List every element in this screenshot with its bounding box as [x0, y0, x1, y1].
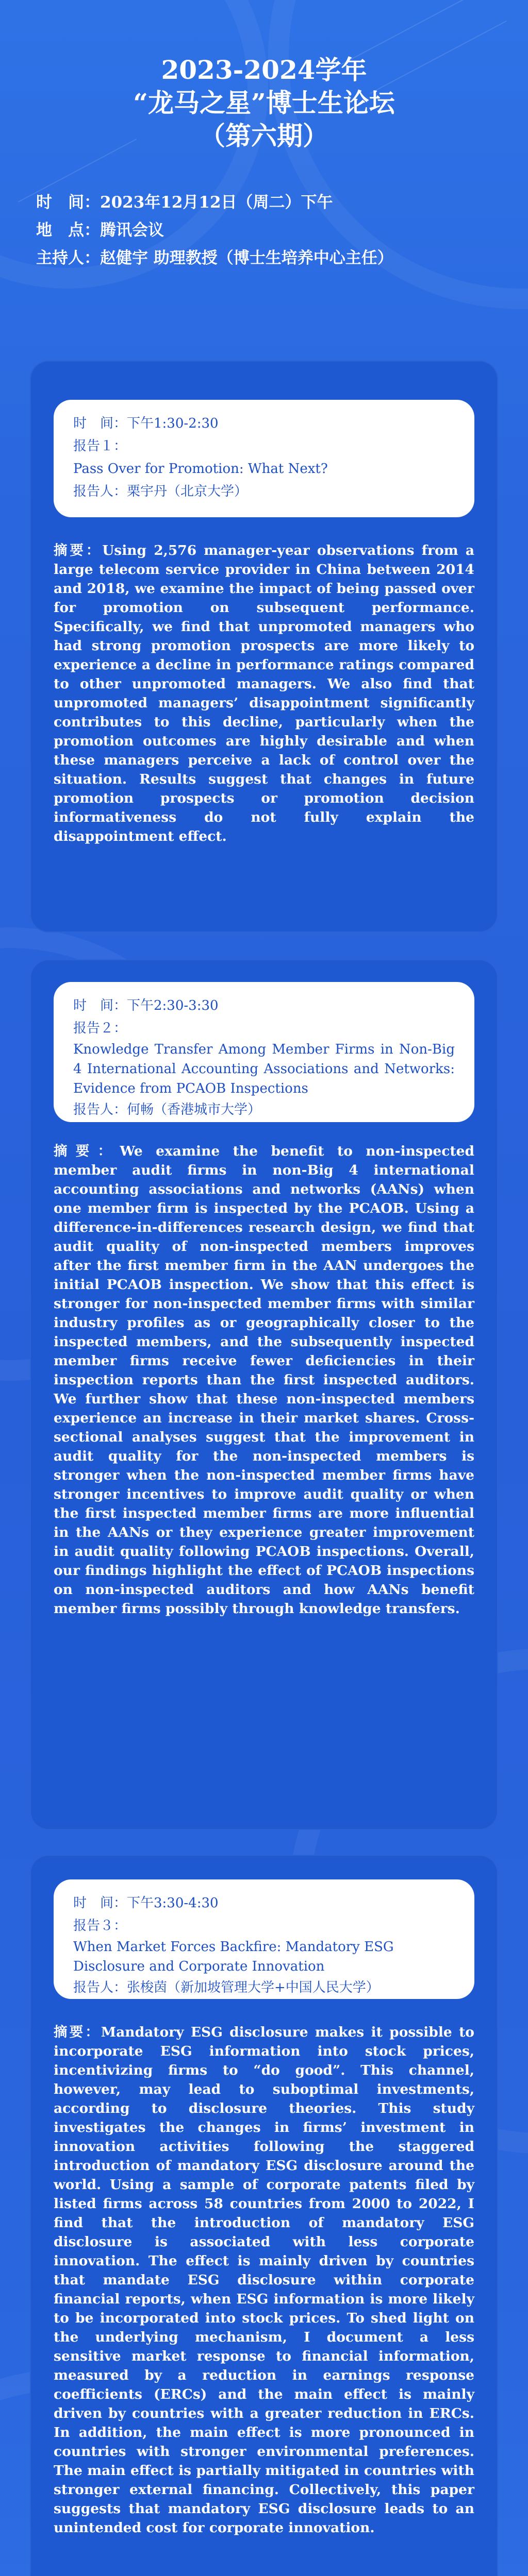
session-3-abstract: 摘要：Mandatory ESG disclosure makes it possible to incorporate ESG information into stock prices, incentivizing firms to “do good”. This channel, however, may lead to suboptimal investments, according to disclosure theories. This study investigates the changes in firms’ investment in innovation activities following the staggered introduction of mandatory ESG disclosure around the world. Using a sample of corporate patents filed by listed firms across 58 countries from 2000 to 2022, I find that the introduction of mandatory ESG disclosure is associated with less corporate innovation. The effect is mainly driven by countries that mandate ESG disclosure within corporate financial reports, when ESG information is more likely to be incorporated into stock prices. To shed light on the underlying mechanism, I document a less sensitive market response to financial information, measured by a reduction in earnings response coefficients (ERCs) and the main effect is mainly driven by countries with a greater reduction in ERCs. In addition, the main effect is more pronounced in countries with stronger environmental preferences. The main effect is partially mitigated in countries with stronger external financing. Collectively, this paper suggests that mandatory ESG disclosure leads to an unintended cost for corporate innovation. — [54, 2024, 474, 2536]
session-1-time: 时 间：下午1:30-2:30 — [73, 416, 219, 431]
session-2-abstract: 摘要：We examine the benefit to non-inspected member audit firms in non-Big 4 international accounting associations and networks (AANs) when one member firm is inspected by the PCAOB. Using a difference-in-differences research design, we find that audit quality of non-inspected members improves after the first member firm in the AAN undergoes the initial PCAOB inspection. We show that this effect is stronger for non-inspected member firms with similar industry profiles as or geographically closer to the inspected members, and the subsequently inspected member firms receive fewer deficiencies in their inspection reports than the first inspected auditors. We further show that these non-inspected members experience an increase in their market shares. Cross-sectional analyses suggest that the improvement in audit quality for the non-inspected members is stronger when the non-inspected member firms have stronger incentives to improve audit quality or when the first inspected member firms are more influential in the AANs or they experience greater improvement in audit quality following PCAOB inspections. Overall, our findings highlight the effect of PCAOB inspections on non-inspected auditors and how AANs benefit member firms possibly through knowledge transfers. — [54, 1143, 474, 1617]
event-host: 主持人：赵健宇 助理教授（博士生培养中心主任） — [36, 249, 393, 267]
session-2-time: 时 间：下午2:30-3:30 — [73, 998, 219, 1013]
session-2-info-card — [54, 982, 474, 1122]
title-year: 2023-2024学年 — [161, 55, 367, 85]
session-3-speaker: 报告人：张梭茵（新加坡管理大学+中国人民大学） — [73, 1980, 380, 1995]
session-1-report-no: 报告１： — [73, 438, 127, 454]
session-2-speaker: 报告人：何畅（香港城市大学） — [73, 1102, 261, 1117]
session-1 — [30, 361, 498, 933]
session-1-info-card — [54, 400, 474, 517]
session-3 — [30, 1855, 498, 2576]
session-3-title: When Market Forces Backfire: Mandatory ESG Disclosure and Corporate Innovation — [73, 1939, 394, 1974]
title-issue: （第六期） — [200, 121, 328, 151]
session-3-info-card — [54, 1879, 474, 1999]
event-time: 时 间：2023年12月12日（周二）下午 — [36, 193, 333, 212]
page-header — [0, 0, 528, 152]
session-3-time: 时 间：下午3:30-4:30 — [73, 1895, 219, 1911]
title-forum-name: “龙马之星”博士生论坛 — [133, 88, 395, 118]
event-meta — [36, 189, 528, 272]
session-3-report-no: 报告３： — [73, 1918, 127, 1934]
session-1-abstract: 摘要：Using 2,576 manager-year observations from a large telecom service provider in China between 2014 and 2018, we examine the impact of being passed over for promotion on subsequent performance. Specifically, we find that unpromoted managers who had strong promotion prospects are more likely to experience a decline in performance ratings compared to other unpromoted managers. We also find that unpromoted managers’ disappointment significantly contributes to this decline, particularly when the promotion outcomes are highly desirable and when these managers perceive a lack of control over the situation. Results suggest that changes in future promotion prospects or promotion decision informativeness do not fully explain the disappointment effect. — [54, 543, 474, 844]
event-location: 地 点：腾讯会议 — [36, 221, 164, 240]
session-2-title: Knowledge Transfer Among Member Firms in Non-Big 4 International Accounting Associations and Networks: Evidence from PCAOB Inspections — [73, 1042, 455, 1096]
session-2 — [30, 959, 498, 1830]
session-1-speaker: 报告人：栗宇丹（北京大学） — [73, 484, 248, 499]
session-2-report-no: 报告２： — [73, 1021, 127, 1036]
session-1-title: Pass Over for Promotion: What Next? — [73, 461, 328, 477]
